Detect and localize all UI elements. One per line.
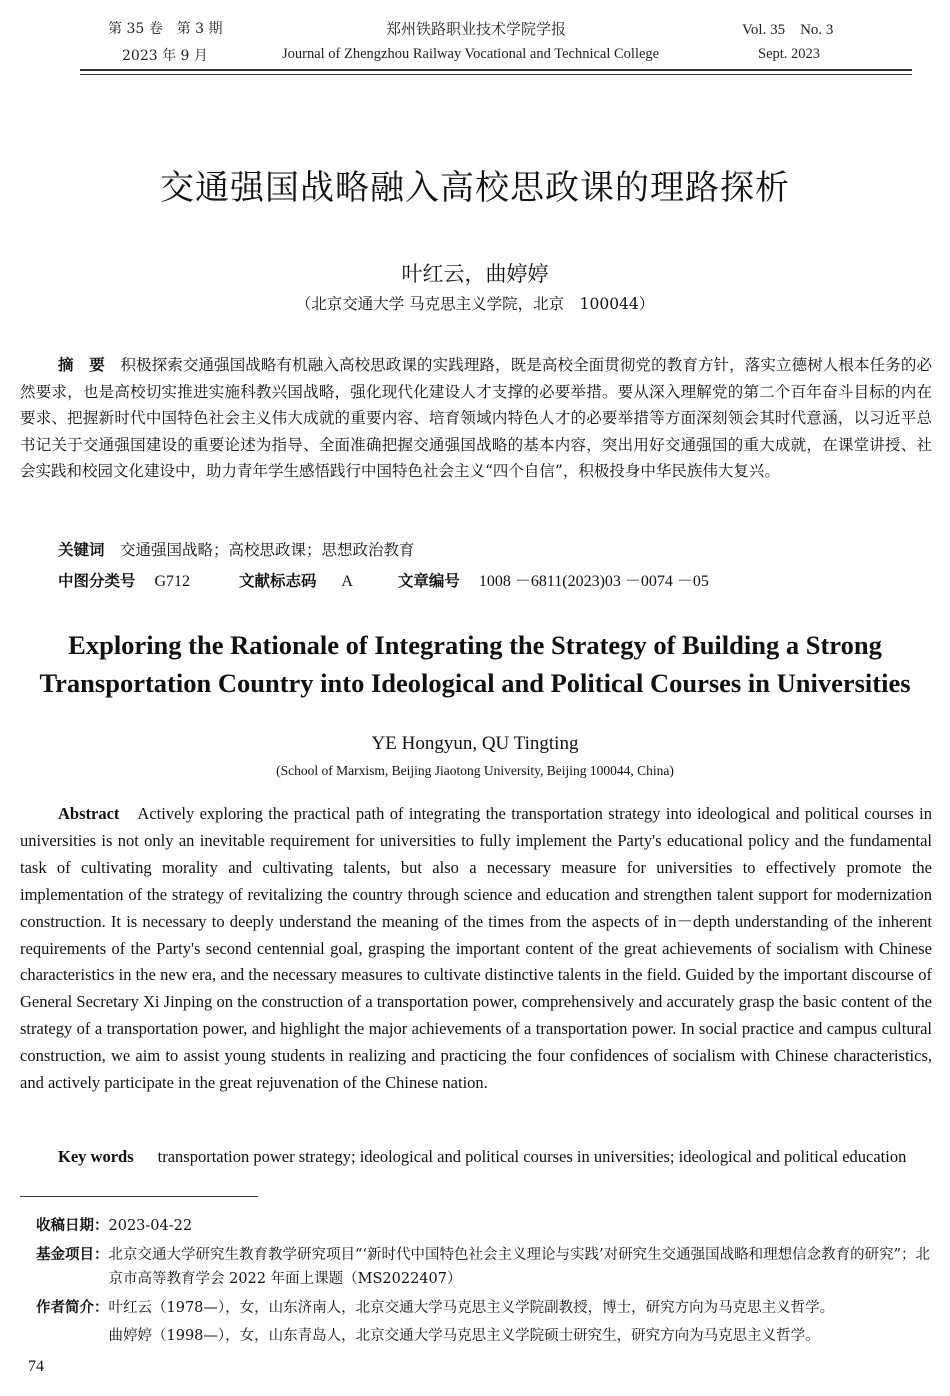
author-bio-body bbox=[109, 1296, 937, 1348]
author-bio bbox=[36, 1296, 936, 1348]
fund-info bbox=[36, 1243, 936, 1291]
fund-label: 基金项目： bbox=[36, 1247, 109, 1263]
keywords-cn bbox=[58, 538, 415, 560]
journal-name-cn: 郑州铁路职业技术学院学报 bbox=[386, 20, 567, 38]
footnote-rule bbox=[20, 1196, 258, 1197]
footnotes bbox=[36, 1214, 936, 1348]
author-bio-label: 作者简介： bbox=[36, 1300, 109, 1316]
received-label: 收稿日期： bbox=[36, 1218, 109, 1234]
fund-value: 北京交通大学研究生教育教学研究项目“‘新时代中国特色社会主义理论与实践’对研究生交通强国战略和理想信念教育的研究”；北京市高等教育学会 2022 年面上课题（MS2022407） bbox=[108, 1247, 931, 1287]
doc-code-label: 文献标志码 bbox=[238, 572, 317, 590]
abstract-en-text: Actively exploring the practical path of integrating the transportation strategy into ideological and political courses in universities is not only an inevitable requirement for universities to fully implement the Party's educational policy and the fundamental task of cultivating morality and cultivating talents, but also a necessary measure for universities to effectively promote the implementation of the strategy of revitalizing the country through science and education and strengthen talent support for modernization construction. It is necessary to deeply understand the meaning of the times from the aspects of in－depth understanding of the inherent requirements of the Party's second centennial goal, grasping the important content of the great achievements of socialism with Chinese characteristics in the new era, and the necessary measures to cultivate distinctive talents in the field. Guided by the important discourse of General Secretary Xi Jinping on the construction of a transportation power, comprehensively and accurately grasp the basic content of the strategy of a transportation power, and highlight the major achievements of a transportation power. In social practice and campus cultural construction, we aim to assist young students in realizing and practicing the four confidences of socialism with Chinese characteristics, and actively participate in the great rejuvenation of the Chinese nation. bbox=[20, 804, 932, 1093]
author-bio-2: 曲婷婷（1998—），女，山东青岛人，北京交通大学马克思主义学院硕士研究生，研究方向为马克思主义哲学。 bbox=[108, 1328, 820, 1344]
doc-code-value: A bbox=[341, 573, 353, 590]
page-number: 74 bbox=[28, 1358, 44, 1375]
header-rule-thick bbox=[80, 69, 912, 71]
keywords-en-label: Key words bbox=[58, 1147, 134, 1166]
author-bio-1: 叶红云（1978—），女，山东济南人，北京交通大学马克思主义学院副教授，博士，研究方向为马克思主义哲学。 bbox=[108, 1300, 835, 1316]
abstract-cn-label: 摘 要 bbox=[58, 356, 105, 374]
affiliation-en: (School of Marxism, Beijing Jiaotong University, Beijing 100044, China) bbox=[276, 763, 674, 778]
keywords-en bbox=[20, 1143, 932, 1170]
journal-name-en: Journal of Zhengzhou Railway Vocational and Technical College bbox=[282, 46, 660, 62]
authors-cn: 叶红云，曲婷婷 bbox=[401, 262, 549, 286]
keywords-cn-text: 交通强国战略；高校思政课；思想政治教育 bbox=[120, 541, 415, 559]
title-en: Exploring the Rationale of Integrating the Strategy of Building a Strong Transportation Country into Ideological and Political Courses in Universities bbox=[39, 630, 911, 698]
keywords-en-text: transportation power strategy; ideological and political courses in universities; ideological and political education bbox=[157, 1147, 907, 1166]
received-date bbox=[36, 1214, 936, 1238]
article-no-label: 文章编号 bbox=[397, 572, 460, 590]
authors-en: YE Hongyun, QU Tingting bbox=[371, 733, 579, 754]
header-rule-thin bbox=[80, 74, 912, 75]
clc-label: 中图分类号 bbox=[58, 572, 136, 590]
article-no-value: 1008 －6811(2023)03 －0074 －05 bbox=[478, 573, 709, 590]
date-en: Sept. 2023 bbox=[758, 46, 821, 62]
received-value: 2023-04-22 bbox=[108, 1218, 193, 1234]
abstract-cn bbox=[20, 352, 932, 485]
title-cn: 交通强国战略融入高校思政课的理路探析 bbox=[160, 168, 790, 208]
abstract-en-label: Abstract bbox=[58, 804, 120, 823]
clc-value: G712 bbox=[154, 573, 191, 590]
keywords-cn-label: 关键词 bbox=[58, 541, 105, 559]
date-cn: 2023 年 9 月 bbox=[122, 48, 208, 64]
volume-issue-cn: 第 35 卷 第 3 期 bbox=[108, 21, 223, 37]
abstract-en bbox=[20, 801, 932, 1097]
volume-issue-en: Vol. 35 No. 3 bbox=[742, 22, 834, 38]
abstract-cn-text: 积极探索交通强国战略有机融入高校思政课的实践理路，既是高校全面贯彻党的教育方针，落实立德树人根本任务的必然要求，也是高校切实推进实施科教兴国战略，强化现代化建设人才支撑的必要举措。要从深入理解党的第二个百年奋斗目标的内在要求、把握新时代中国特色社会主义伟大成就的重要内容、培育领域内特色人才的必要举措等方面深刻领会其时代意涵，以习近平总书记关于交通强国建设的重要论述为指导、全面准确把握交通强国战略的基本内容，突出用好交通强国的重大成就，在课堂讲授、社会实践和校园文化建设中，助力青年学生感悟践行中国特色社会主义“四个自信”，积极投身中华民族伟大复兴。 bbox=[20, 356, 932, 481]
affiliation-cn: （北京交通大学 马克思主义学院，北京 100044） bbox=[295, 295, 655, 313]
classification-line bbox=[58, 568, 709, 591]
